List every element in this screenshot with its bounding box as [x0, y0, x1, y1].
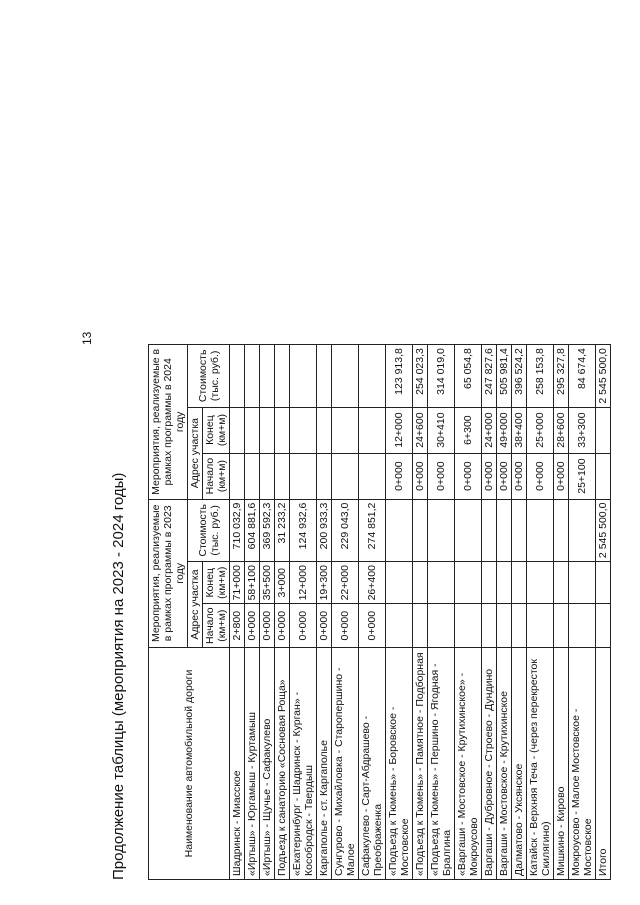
road-name-cell: Далматово - Уксянское — [512, 648, 527, 880]
road-name-cell: Катайск - Верхняя Теча - (через перекресток Скилягино) — [527, 648, 554, 880]
start-2024-cell — [290, 453, 317, 499]
table-row — [497, 345, 512, 880]
end-2023-cell: 35+500 — [260, 562, 275, 604]
end-2023-cell — [455, 562, 482, 604]
end-2024-cell — [290, 407, 317, 453]
table-row — [260, 345, 275, 880]
header-start-2024: Начало (км+м) — [203, 453, 230, 499]
start-2024-cell — [230, 453, 245, 499]
road-name-cell: Сафакулево - Сарт-Абдрашево - Преображенка — [359, 648, 386, 880]
end-2024-cell: 6+300 — [455, 407, 482, 453]
road-name-cell: Варгаши - Мостовское - Крутихинское — [497, 648, 512, 880]
cost-2023-cell — [527, 499, 554, 561]
start-2024-cell: 0+000 — [386, 453, 413, 499]
end-2023-cell — [512, 562, 527, 604]
road-name-cell: Каргаполье - ст. Каргаполье — [317, 648, 332, 880]
end-2023-cell: 3+000 — [275, 562, 290, 604]
start-2023-cell: 0+000 — [260, 604, 275, 648]
cost-2024-cell: 258 153,8 — [527, 345, 554, 407]
start-2024-cell: 0+000 — [554, 453, 569, 499]
road-name-cell: «Подъезд к Тюмень» - Памятное - Подборная — [413, 648, 428, 880]
cost-2023-cell — [455, 499, 482, 561]
end-2023-cell — [386, 562, 413, 604]
cost-2023-cell: 710 032,9 — [230, 499, 245, 561]
end-2024-cell — [260, 407, 275, 453]
start-2023-cell — [497, 604, 512, 648]
end-2024-cell: 24+000 — [482, 407, 497, 453]
header-road-name: Наименование автомобильной дороги — [149, 648, 230, 880]
road-name-cell: Итого — [596, 648, 611, 880]
cost-2023-cell — [413, 499, 428, 561]
start-2023-cell: 0+000 — [275, 604, 290, 648]
end-2024-cell — [359, 407, 386, 453]
road-name-cell: Сунгурово - Михайловка - Старопершино - Малое — [332, 648, 359, 880]
table-row — [554, 345, 569, 880]
cost-2023-cell — [386, 499, 413, 561]
end-2024-cell — [596, 407, 611, 453]
end-2023-cell — [497, 562, 512, 604]
end-2023-cell — [596, 562, 611, 604]
cost-2023-cell — [512, 499, 527, 561]
start-2024-cell — [260, 453, 275, 499]
road-name-cell: Варгаши - Дубровное - Строево - Дундино — [482, 648, 497, 880]
start-2023-cell: 0+000 — [332, 604, 359, 648]
cost-2024-cell: 505 981,4 — [497, 345, 512, 407]
end-2024-cell — [317, 407, 332, 453]
table-row — [455, 345, 482, 880]
end-2024-cell — [245, 407, 260, 453]
road-name-cell: Мишкино - Кирово — [554, 648, 569, 880]
end-2023-cell — [527, 562, 554, 604]
cost-2023-cell — [482, 499, 497, 561]
cost-2023-cell: 369 592,3 — [260, 499, 275, 561]
start-2024-cell: 0+000 — [413, 453, 428, 499]
cost-2023-cell: 229 043,0 — [332, 499, 359, 561]
end-2024-cell: 49+000 — [497, 407, 512, 453]
cost-2024-cell — [290, 345, 317, 407]
road-name-cell: «Подъезд к Тюмень» - Боровское - Мостовское — [386, 648, 413, 880]
cost-2024-cell: 314 019,0 — [428, 345, 455, 407]
header-cost-2023: Стоимость (тыс. руб.) — [188, 499, 230, 561]
start-2023-cell — [527, 604, 554, 648]
road-name-cell: Шадринск - Миасское — [230, 648, 245, 880]
cost-2024-cell: 2 545 500,0 — [596, 345, 611, 407]
header-address-2023: Адрес участка — [188, 562, 203, 648]
table-row — [386, 345, 413, 880]
start-2023-cell — [596, 604, 611, 648]
road-name-cell: «Иртыш» - Щучье - Сафакулево — [260, 648, 275, 880]
cost-2024-cell: 65 054,8 — [455, 345, 482, 407]
cost-2024-cell — [245, 345, 260, 407]
end-2023-cell — [413, 562, 428, 604]
end-2023-cell: 22+000 — [332, 562, 359, 604]
end-2024-cell — [332, 407, 359, 453]
header-end-2024: Конец (км+м) — [203, 407, 230, 453]
end-2023-cell: 26+400 — [359, 562, 386, 604]
table-row — [527, 345, 554, 880]
start-2024-cell: 0+000 — [527, 453, 554, 499]
header-cost-2024: Стоимость (тыс. руб.) — [188, 345, 230, 407]
end-2024-cell: 33+300 — [569, 407, 596, 453]
end-2024-cell — [275, 407, 290, 453]
cost-2023-cell — [554, 499, 569, 561]
start-2023-cell: 2+800 — [230, 604, 245, 648]
start-2023-cell: 0+000 — [245, 604, 260, 648]
header-group-2024: Мероприятия, реализуемые в рамках программы в 2024 году — [149, 345, 188, 499]
table-row — [290, 345, 317, 880]
end-2024-cell: 38+400 — [512, 407, 527, 453]
start-2024-cell — [359, 453, 386, 499]
table-row — [413, 345, 428, 880]
end-2023-cell: 58+100 — [245, 562, 260, 604]
table-row — [359, 345, 386, 880]
end-2023-cell: 71+000 — [230, 562, 245, 604]
table-row — [428, 345, 455, 880]
road-name-cell: «Иртыш» - Юргамыш - Куртамыш — [245, 648, 260, 880]
start-2024-cell: 0+000 — [428, 453, 455, 499]
road-works-table — [148, 344, 611, 880]
rotated-content — [110, 160, 610, 880]
header-group-2023: Мероприятия, реализуемые в рамках программы в 2023 году — [149, 499, 188, 647]
table-row — [332, 345, 359, 880]
start-2024-cell — [245, 453, 260, 499]
table-row — [245, 345, 260, 880]
cost-2024-cell: 123 913,8 — [386, 345, 413, 407]
cost-2023-cell: 124 932,6 — [290, 499, 317, 561]
header-end-2023: Конец (км+м) — [203, 562, 230, 604]
cost-2023-cell: 604 881,6 — [245, 499, 260, 561]
road-name-cell: «Варгаши - Мостовское - Крутихинское» - Мокроусово — [455, 648, 482, 880]
start-2023-cell — [482, 604, 497, 648]
start-2023-cell: 0+000 — [290, 604, 317, 648]
cost-2024-cell: 84 674,4 — [569, 345, 596, 407]
start-2023-cell — [428, 604, 455, 648]
start-2024-cell — [317, 453, 332, 499]
table-body — [230, 345, 611, 880]
header-row-1 — [149, 345, 188, 880]
cost-2023-cell: 2 545 500,0 — [596, 499, 611, 561]
start-2023-cell — [512, 604, 527, 648]
page-number: 13 — [80, 331, 94, 345]
start-2024-cell: 0+000 — [455, 453, 482, 499]
start-2024-cell — [332, 453, 359, 499]
cost-2024-cell: 396 524,2 — [512, 345, 527, 407]
road-name-cell: Мокроусово - Малое Мостовское - Мостовское — [569, 648, 596, 880]
table-row — [596, 345, 611, 880]
end-2024-cell: 28+600 — [554, 407, 569, 453]
start-2024-cell: 0+000 — [497, 453, 512, 499]
cost-2024-cell — [260, 345, 275, 407]
cost-2024-cell — [275, 345, 290, 407]
page-title: Продолжение таблицы (мероприятия на 2023 - 2024 годы) — [110, 472, 127, 880]
cost-2024-cell: 254 023,3 — [413, 345, 428, 407]
start-2024-cell — [596, 453, 611, 499]
table-row — [317, 345, 332, 880]
table-row — [569, 345, 596, 880]
start-2024-cell: 0+000 — [482, 453, 497, 499]
header-start-2023: Начало (км+м) — [203, 604, 230, 648]
cost-2024-cell — [317, 345, 332, 407]
cost-2023-cell: 274 851,2 — [359, 499, 386, 561]
end-2023-cell — [428, 562, 455, 604]
table-row — [512, 345, 527, 880]
cost-2024-cell: 247 827,6 — [482, 345, 497, 407]
end-2023-cell: 19+300 — [317, 562, 332, 604]
end-2024-cell: 24+600 — [413, 407, 428, 453]
start-2024-cell: 0+000 — [512, 453, 527, 499]
start-2023-cell: 0+000 — [359, 604, 386, 648]
end-2023-cell — [482, 562, 497, 604]
start-2023-cell — [569, 604, 596, 648]
cost-2023-cell — [428, 499, 455, 561]
table-row — [275, 345, 290, 880]
end-2024-cell: 30+410 — [428, 407, 455, 453]
cost-2023-cell — [497, 499, 512, 561]
table-row — [230, 345, 245, 880]
cost-2024-cell — [332, 345, 359, 407]
cost-2023-cell: 31 233,2 — [275, 499, 290, 561]
start-2024-cell: 25+100 — [569, 453, 596, 499]
end-2024-cell — [230, 407, 245, 453]
start-2023-cell — [413, 604, 428, 648]
start-2023-cell — [455, 604, 482, 648]
cost-2024-cell: 295 327,8 — [554, 345, 569, 407]
start-2023-cell — [554, 604, 569, 648]
end-2024-cell: 12+000 — [386, 407, 413, 453]
header-address-2024: Адрес участка — [188, 407, 203, 499]
cost-2024-cell — [230, 345, 245, 407]
road-name-cell: «Подъезд к Тюмень» - Першино - Ягодная - Бралгина — [428, 648, 455, 880]
end-2023-cell: 12+000 — [290, 562, 317, 604]
cost-2023-cell — [569, 499, 596, 561]
end-2024-cell: 25+000 — [527, 407, 554, 453]
end-2023-cell — [554, 562, 569, 604]
start-2023-cell — [386, 604, 413, 648]
cost-2023-cell: 200 933,3 — [317, 499, 332, 561]
road-name-cell: Подъезд к санаторию «Сосновая Роща» — [275, 648, 290, 880]
end-2023-cell — [569, 562, 596, 604]
road-name-cell: «Екатеринбург - Шадринск - Курган» - Кособродск - Твердыш — [290, 648, 317, 880]
cost-2024-cell — [359, 345, 386, 407]
start-2024-cell — [275, 453, 290, 499]
table-row — [482, 345, 497, 880]
start-2023-cell: 0+000 — [317, 604, 332, 648]
